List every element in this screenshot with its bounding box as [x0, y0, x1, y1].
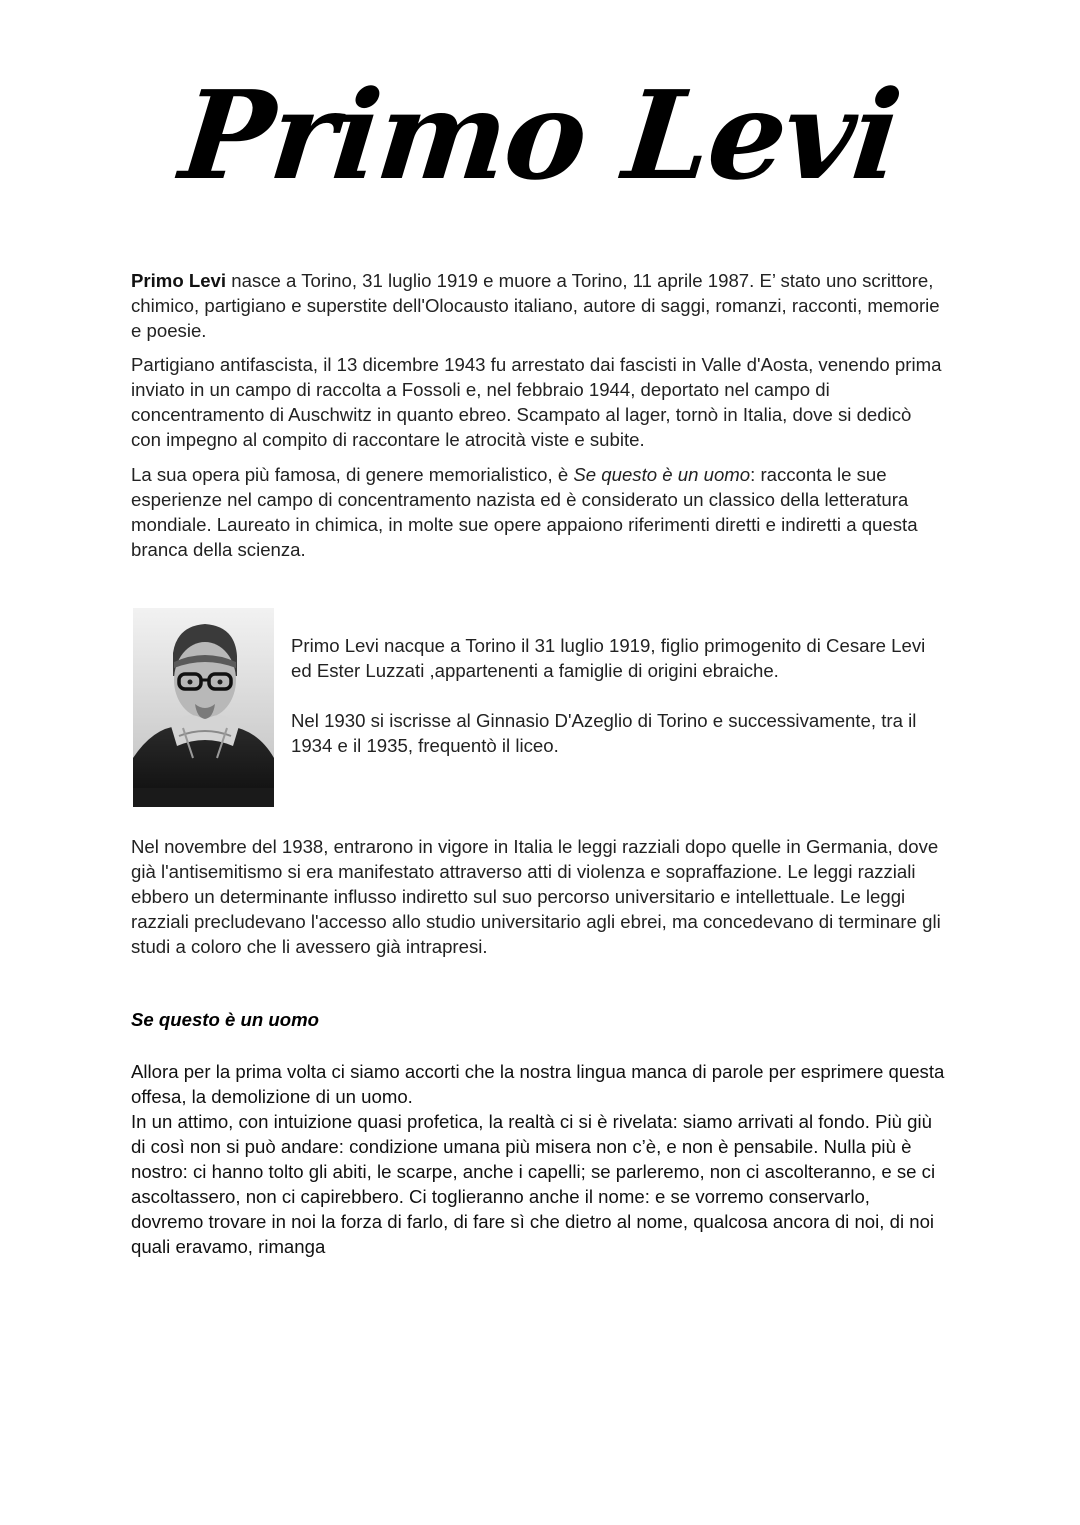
intro-p3-end: : racconta le sue esperienze nel campo di concentramento nazista ed è considerato un classico della letteratura mondiale. Laureato in chimica, in molte sue opere appaiono riferimenti diretti e indiretti a questa branca della scienza.: [131, 464, 918, 560]
excerpt-paragraph-2: In un attimo, con intuizione quasi profetica, la realtà ci si è rivelata: siamo arrivati al fondo. Più giù di così non si può andare: condizione umana più misera non c’è, e non è pensabile. Nulla più è nostro: ci hanno tolto gli abiti, le scarpe, anche i capelli; se parleremo, non ci ascolteranno, e se ci ascoltassero, non ci capirebbero. Ci toglieranno anche il nome: e se vorremo conservarlo, dovremo trovare in noi la forza di farlo, di fare sì che dietro al nome, qualcosa ancora di noi, di noi quali eravamo, rimanga: [131, 1111, 936, 1257]
excerpt-heading: Se questo è un uomo: [131, 1009, 320, 1030]
intro-paragraph-2: Partigiano antifascista, il 13 dicembre 1943 fu arrestato dai fascisti in Valle d'Aosta, venendo prima inviato in un campo di raccolta a Fossoli e, nel febbraio 1944, deportato nel campo di concentramento di Auschwitz in quanto ebreo. Scampato al lager, tornò in Italia, dove si dedicò con impegno al compito di raccontare le atrocità viste e subite.: [131, 354, 942, 450]
excerpt-paragraph-1: Allora per la prima volta ci siamo accorti che la nostra lingua manca di parole per esprimere questa offesa, la demolizione di un uomo.: [131, 1061, 945, 1107]
intro-p1-text: nasce a Torino, 31 luglio 1919 e muore a Torino, 11 aprile 1987. E’ stato uno scrittore, chimico, partigiano e superstite dell'Olocausto italiano, autore di saggi, romanzi, racconti, memorie e poesie.: [131, 270, 940, 341]
intro-name: Primo Levi: [131, 270, 227, 291]
portrait-illustration: [133, 608, 274, 807]
page-title: Primo Levi: [174, 63, 906, 207]
intro-paragraph-3: [131, 462, 946, 562]
intro-p3-start: La sua opera più famosa, di genere memorialistico, è: [131, 464, 574, 485]
portrait-photo: [133, 608, 274, 807]
intro-paragraph-1: [131, 268, 946, 343]
laws-paragraph: Nel novembre del 1938, entrarono in vigore in Italia le leggi razziali dopo quelle in Germania, dove già l'antisemitismo si era manifestato attraverso atti di violenza e sopraffazione. Le leggi razziali ebbero un determinante influsso indiretto sul suo percorso universitario e intellettuale. Le leggi razziali precludevano l'accesso allo studio universitario agli ebrei, ma concedevano di terminare gli studi a coloro che li avessero già intrapresi.: [131, 836, 941, 957]
intro-p3-book-title: Se questo è un uomo: [573, 464, 751, 485]
bio-paragraph-2: Nel 1930 si iscrisse al Ginnasio D'Azeglio di Torino e successivamente, tra il 1934 e il 1935, frequentò il liceo.: [291, 710, 917, 756]
bio-paragraph-1: Primo Levi nacque a Torino il 31 luglio 1919, figlio primogenito di Cesare Levi ed Ester Luzzati ,appartenenti a famiglie di origini ebraiche.: [291, 635, 926, 681]
